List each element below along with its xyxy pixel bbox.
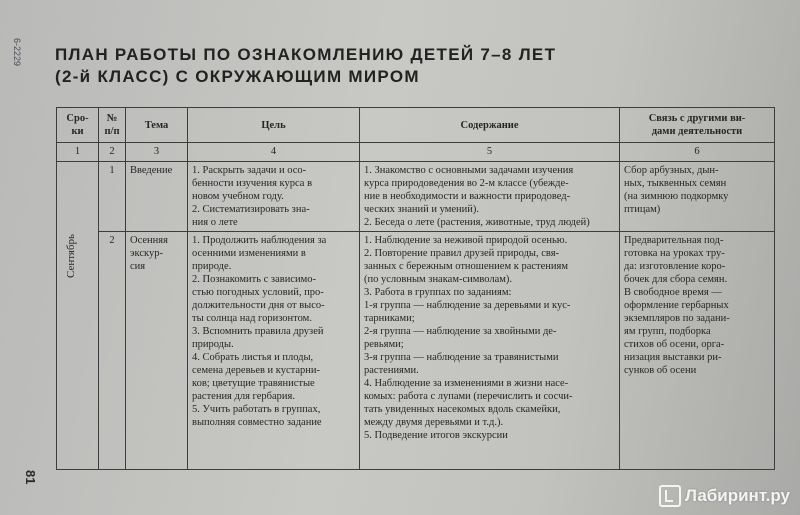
watermark — [659, 485, 790, 507]
row-svyaz: Предварительная под- готовка на уроках тру- да: изготовление коро- бочек для сбора семян. В свободное время — оформление гербарных экземпляров по задани- ям групп, подборка стихов об осени, орга- низация выставки ри- сунков об осени — [620, 232, 775, 470]
title-line-1: ПЛАН РАБОТЫ ПО ОЗНАКОМЛЕНИЮ ДЕТЕЙ 7–8 ЛЕТ — [55, 45, 557, 64]
table-row — [57, 232, 775, 470]
col-number: 6 — [620, 143, 775, 162]
header-num: № п/п — [99, 108, 126, 143]
column-number-row — [57, 143, 775, 162]
header-tema: Тема — [126, 108, 188, 143]
row-tema: Введение — [126, 162, 188, 232]
month-cell — [57, 162, 99, 470]
watermark-text: Лабиринт.ру — [684, 486, 790, 505]
row-number: 1 — [99, 162, 126, 232]
page-number: 81 — [23, 470, 38, 485]
col-number: 3 — [126, 143, 188, 162]
row-svyaz: Сбор арбузных, дын- ных, тыквенных семян (на зимнюю подкормку птицам) — [620, 162, 775, 232]
header-cel: Цель — [188, 108, 360, 143]
row-number: 2 — [99, 232, 126, 470]
header-row — [57, 108, 775, 143]
side-note: 6-2229 — [12, 38, 22, 67]
row-cel: 1. Продолжить наблюдения за осенними изменениями в природе. 2. Познакомить с зависимо- стью погодных условий, про- должительности дня от высо- ты солнца над горизонтом. 3. Вспомнить правила друзей природы. 4. Собрать листья и плоды, семена деревьев и кустарни- ков; цветущие травянистые растения для гербария. 5. Учить работать в группах, выполняя совместно задание — [188, 232, 360, 470]
plan-table — [56, 107, 775, 470]
table-row — [57, 162, 775, 232]
labirint-logo-icon — [659, 485, 681, 507]
page-title — [55, 44, 755, 88]
month-label: Сентябрь — [65, 233, 77, 278]
col-number: 4 — [188, 143, 360, 162]
row-soderzhanie: 1. Наблюдение за неживой природой осенью. 2. Повторение правил друзей природы, свя- занных с бережным отношением к растениям (по условным знакам-символам). 3. Работа в группах по заданиям: 1-я группа — наблюдение за деревьями и кус- тарниками; 2-я группа — наблюдение за хвойными де- ревьями; 3-я группа — наблюдение за травянистыми растениями. 4. Наблюдение за изменениями в жизни насе- комых: работа с лупами (перечислить и сосчи- тать увиденных насекомых вдоль скамейки, между двумя деревьями и т.д.). 5. Подведение итогов экскурсии — [360, 232, 620, 470]
col-number: 1 — [57, 143, 99, 162]
title-line-2: (2-й КЛАСС) С ОКРУЖАЮЩИМ МИРОМ — [55, 67, 420, 86]
row-cel: 1. Раскрыть задачи и осо- бенности изучения курса в новом учебном году. 2. Систематизировать зна- ния о лете — [188, 162, 360, 232]
row-tema: Осенняя экскур- сия — [126, 232, 188, 470]
row-soderzhanie: 1. Знакомство с основными задачами изучения курса природоведения во 2-м классе (убежде- ние в необходимости и важности природовед- ческих знаний и умений). 2. Беседа о лете (растения, животные, труд людей) — [360, 162, 620, 232]
header-soderzhanie: Содержание — [360, 108, 620, 143]
col-number: 2 — [99, 143, 126, 162]
header-sroki: Сро- ки — [57, 108, 99, 143]
col-number: 5 — [360, 143, 620, 162]
header-svyaz: Связь с другими ви- дами деятельности — [620, 108, 775, 143]
